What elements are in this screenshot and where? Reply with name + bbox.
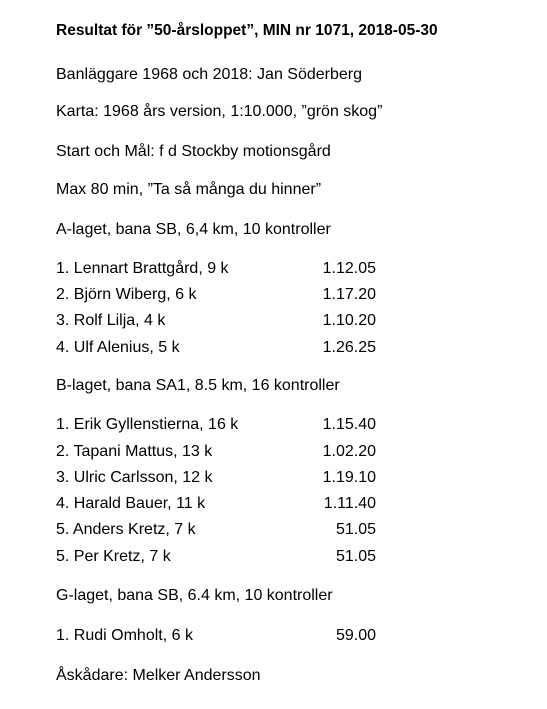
result-name: 3. Ulric Carlsson, 12 k bbox=[56, 469, 213, 486]
team-g-heading: G-laget, bana SB, 6.4 km, 10 kontroller bbox=[56, 587, 333, 604]
result-name: 5. Per Kretz, 7 k bbox=[56, 548, 171, 565]
result-time: 1.26.25 bbox=[322, 339, 376, 356]
result-name: 1. Rudi Omholt, 6 k bbox=[56, 627, 193, 644]
team-a-heading: A-laget, bana SB, 6,4 km, 10 kontroller bbox=[56, 221, 331, 238]
max-time-line: Max 80 min, ”Ta så många du hinner” bbox=[56, 181, 322, 198]
map-line: Karta: 1968 års version, 1:10.000, ”grön skog” bbox=[56, 103, 383, 120]
document-title: Resultat för ”50-årsloppet”, MIN nr 1071, 2018-05-30 bbox=[56, 22, 438, 39]
team-b-heading: B-laget, bana SA1, 8.5 km, 16 kontroller bbox=[56, 377, 340, 394]
spectator-line: Åskådare: Melker Andersson bbox=[56, 667, 261, 684]
result-time: 1.15.40 bbox=[322, 416, 376, 433]
result-name: 1. Erik Gyllenstierna, 16 k bbox=[56, 416, 239, 433]
result-name: 1. Lennart Brattgård, 9 k bbox=[56, 260, 229, 277]
result-name: 2. Tapani Mattus, 13 k bbox=[56, 443, 213, 460]
result-name: 5. Anders Kretz, 7 k bbox=[56, 521, 196, 538]
result-name: 4. Ulf Alenius, 5 k bbox=[56, 339, 180, 356]
start-finish-line: Start och Mål: f d Stockby motionsgård bbox=[56, 143, 331, 160]
result-name: 4. Harald Bauer, 11 k bbox=[56, 495, 206, 512]
result-time: 1.19.10 bbox=[322, 469, 376, 486]
result-name: 2. Björn Wiberg, 6 k bbox=[56, 286, 197, 303]
result-time: 1.11.40 bbox=[323, 495, 376, 512]
result-name: 3. Rolf Lilja, 4 k bbox=[56, 312, 166, 329]
course-setter-line: Banläggare 1968 och 2018: Jan Söderberg bbox=[56, 66, 363, 83]
result-time: 59.00 bbox=[335, 627, 376, 644]
result-time: 1.10.20 bbox=[322, 312, 376, 329]
result-time: 1.17.20 bbox=[322, 286, 376, 303]
result-time: 1.02.20 bbox=[322, 443, 376, 460]
result-time: 51.05 bbox=[335, 521, 376, 538]
result-time: 1.12.05 bbox=[322, 260, 376, 277]
result-time: 51.05 bbox=[335, 548, 376, 565]
